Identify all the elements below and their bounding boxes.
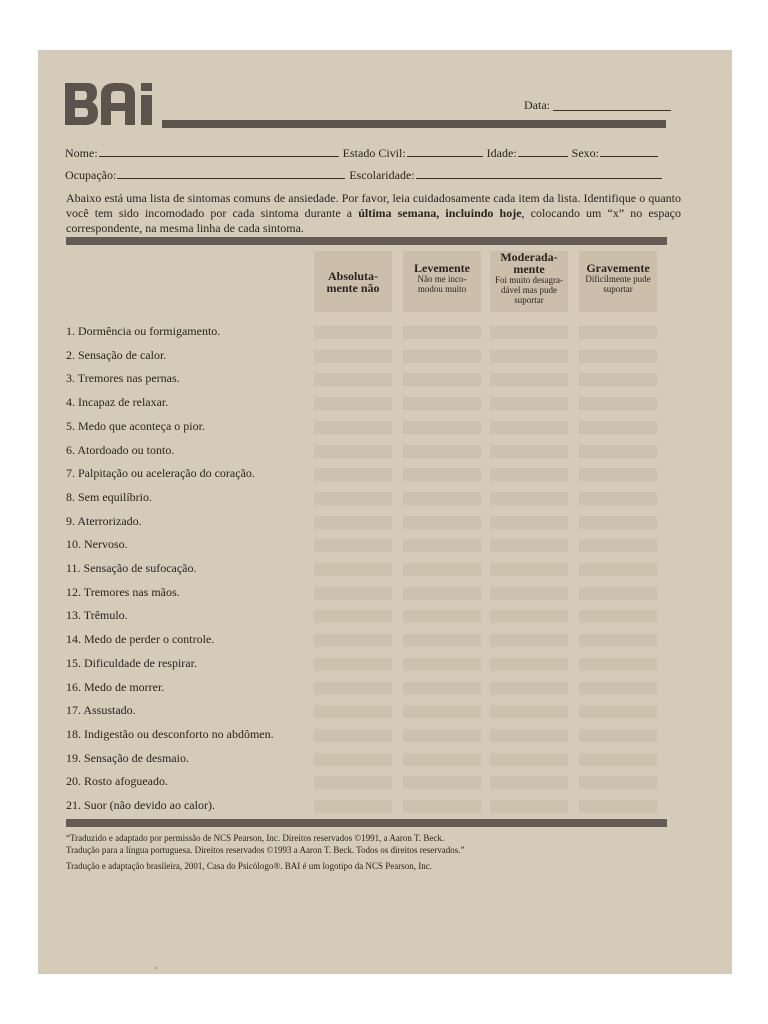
date-field[interactable] <box>553 110 671 111</box>
response-box-2[interactable] <box>403 539 481 552</box>
response-box-2[interactable] <box>403 468 481 481</box>
response-box-1[interactable] <box>314 610 392 623</box>
response-box-4[interactable] <box>579 350 657 363</box>
symptom-item: 9. Aterrorizado. <box>66 514 142 528</box>
bai-logo-graphic <box>65 77 160 129</box>
occupation-field[interactable] <box>117 168 345 179</box>
response-box-4[interactable] <box>579 421 657 434</box>
response-box-1[interactable] <box>314 468 392 481</box>
response-box-1[interactable] <box>314 397 392 410</box>
symptom-item: 6. Atordoado ou tonto. <box>66 443 175 457</box>
response-box-2[interactable] <box>403 563 481 576</box>
response-box-2[interactable] <box>403 587 481 600</box>
response-box-1[interactable] <box>314 634 392 647</box>
symptom-item: 7. Palpitação ou aceleração do coração. <box>66 466 255 480</box>
column-header-2 <box>403 251 481 312</box>
response-box-3[interactable] <box>490 800 568 813</box>
response-box-1[interactable] <box>314 539 392 552</box>
response-box-4[interactable] <box>579 587 657 600</box>
response-box-1[interactable] <box>314 800 392 813</box>
response-box-1[interactable] <box>314 445 392 458</box>
response-box-3[interactable] <box>490 776 568 789</box>
response-box-4[interactable] <box>579 516 657 529</box>
response-box-4[interactable] <box>579 776 657 789</box>
response-box-2[interactable] <box>403 492 481 505</box>
marital-status-label: Estado Civil: <box>342 146 406 160</box>
response-box-2[interactable] <box>403 445 481 458</box>
column-title: Absoluta- mente não <box>326 269 380 295</box>
response-box-3[interactable] <box>490 682 568 695</box>
symptom-item: 12. Tremores nas mãos. <box>66 585 180 599</box>
response-box-3[interactable] <box>490 705 568 718</box>
response-box-2[interactable] <box>403 326 481 339</box>
response-box-4[interactable] <box>579 634 657 647</box>
response-box-2[interactable] <box>403 350 481 363</box>
response-box-4[interactable] <box>579 445 657 458</box>
instructions-text-1: Abaixo está uma lista de sintomas comuns de ansiedade. Por favor, leia cuidadosamente cada item da lista. Identifique o quanto você tem sido incomodado por cada sintoma durante a <box>66 191 681 220</box>
symptom-item: 2. Sensação de calor. <box>66 348 167 362</box>
response-box-4[interactable] <box>579 800 657 813</box>
response-box-1[interactable] <box>314 729 392 742</box>
response-box-4[interactable] <box>579 468 657 481</box>
response-box-3[interactable] <box>490 445 568 458</box>
column-header-4 <box>579 251 657 312</box>
name-label: Nome: <box>65 146 98 160</box>
response-box-3[interactable] <box>490 373 568 386</box>
response-box-4[interactable] <box>579 682 657 695</box>
response-box-2[interactable] <box>403 610 481 623</box>
response-box-2[interactable] <box>403 397 481 410</box>
column-title: Gravemente <box>586 261 650 275</box>
response-box-1[interactable] <box>314 682 392 695</box>
response-box-1[interactable] <box>314 587 392 600</box>
education-field[interactable] <box>416 168 662 179</box>
sex-label: Sexo: <box>571 146 599 160</box>
response-box-2[interactable] <box>403 682 481 695</box>
response-box-4[interactable] <box>579 563 657 576</box>
response-box-3[interactable] <box>490 539 568 552</box>
response-box-2[interactable] <box>403 705 481 718</box>
response-box-1[interactable] <box>314 776 392 789</box>
symptom-item: 18. Indigestão ou desconforto no abdômen. <box>66 727 274 741</box>
instructions <box>66 191 681 236</box>
instructions-text-2: , colocando um “x” no espaço correspondente, na mesma linha de cada sintoma. <box>66 206 681 235</box>
symptom-item: 8. Sem equilíbrio. <box>66 490 152 504</box>
response-box-1[interactable] <box>314 516 392 529</box>
symptom-item: 16. Medo de morrer. <box>66 680 165 694</box>
occupation-label: Ocupação: <box>65 168 117 182</box>
response-box-4[interactable] <box>579 753 657 766</box>
response-box-2[interactable] <box>403 373 481 386</box>
response-box-2[interactable] <box>403 800 481 813</box>
symptom-item: 21. Suor (não devido ao calor). <box>66 798 215 812</box>
sex-field[interactable] <box>600 146 658 157</box>
marital-status-field[interactable] <box>407 146 483 157</box>
speck <box>155 967 157 969</box>
date-label: Data: <box>524 98 550 112</box>
response-box-3[interactable] <box>490 729 568 742</box>
instructions-emphasis: última semana, incluindo hoje <box>358 206 522 220</box>
copyright-footer <box>66 832 686 872</box>
response-box-2[interactable] <box>403 753 481 766</box>
response-box-3[interactable] <box>490 350 568 363</box>
response-box-1[interactable] <box>314 753 392 766</box>
symptom-item: 10. Nervoso. <box>66 537 128 551</box>
response-box-3[interactable] <box>490 468 568 481</box>
response-box-4[interactable] <box>579 373 657 386</box>
response-box-3[interactable] <box>490 634 568 647</box>
response-box-4[interactable] <box>579 705 657 718</box>
symptom-item: 3. Tremores nas pernas. <box>66 371 180 385</box>
response-box-3[interactable] <box>490 610 568 623</box>
column-subtitle: Foi muito desagra- dável mas pude suportar <box>495 275 563 305</box>
response-box-2[interactable] <box>403 776 481 789</box>
column-header-1 <box>314 251 392 312</box>
separator-bar-top <box>66 237 667 245</box>
symptom-item: 4. Incapaz de relaxar. <box>66 395 169 409</box>
separator-bar-bottom <box>66 819 667 827</box>
column-title: Moderada- mente <box>500 250 558 276</box>
column-header-3 <box>490 251 568 312</box>
symptom-item: 14. Medo de perder o controle. <box>66 632 215 646</box>
response-box-3[interactable] <box>490 326 568 339</box>
response-box-2[interactable] <box>403 658 481 671</box>
symptom-item: 17. Assustado. <box>66 703 136 717</box>
response-box-1[interactable] <box>314 421 392 434</box>
response-box-3[interactable] <box>490 753 568 766</box>
bai-form-sheet <box>38 50 732 974</box>
response-box-4[interactable] <box>579 729 657 742</box>
symptom-item: 1. Dormência ou formigamento. <box>66 324 221 338</box>
response-box-1[interactable] <box>314 705 392 718</box>
response-box-1[interactable] <box>314 326 392 339</box>
copyright-line-3: Tradução e adaptação brasileira, 2001, Casa do Psicólogo®. BAI é um logotipo da NCS Pearson, Inc. <box>66 861 432 871</box>
response-box-3[interactable] <box>490 397 568 410</box>
personal-info-row-2 <box>65 168 663 183</box>
response-box-4[interactable] <box>579 658 657 671</box>
symptom-item: 19. Sensação de desmaio. <box>66 751 189 765</box>
response-box-3[interactable] <box>490 421 568 434</box>
symptom-item: 13. Trêmulo. <box>66 608 128 622</box>
response-box-4[interactable] <box>579 492 657 505</box>
symptom-item: 11. Sensação de sufocação. <box>66 561 197 575</box>
symptom-item: 15. Dificuldade de respirar. <box>66 656 197 670</box>
age-field[interactable] <box>518 146 568 157</box>
response-box-4[interactable] <box>579 397 657 410</box>
bai-logo <box>65 77 160 129</box>
personal-info-row-1 <box>65 146 659 161</box>
copyright-line-2: Tradução para a língua portuguesa. Direitos reservados ©1993 a Aaron T. Beck. Todos os direitos reservados.” <box>66 845 465 855</box>
response-box-3[interactable] <box>490 516 568 529</box>
column-subtitle: Não me inco- modou muito <box>417 274 467 294</box>
response-box-1[interactable] <box>314 492 392 505</box>
response-box-4[interactable] <box>579 610 657 623</box>
response-box-1[interactable] <box>314 373 392 386</box>
response-box-3[interactable] <box>490 587 568 600</box>
response-box-2[interactable] <box>403 516 481 529</box>
response-box-3[interactable] <box>490 563 568 576</box>
response-box-4[interactable] <box>579 326 657 339</box>
column-title: Levemente <box>414 261 470 275</box>
response-box-2[interactable] <box>403 634 481 647</box>
education-label: Escolaridade: <box>349 168 415 182</box>
response-box-2[interactable] <box>403 729 481 742</box>
response-box-3[interactable] <box>490 492 568 505</box>
response-box-1[interactable] <box>314 350 392 363</box>
response-box-1[interactable] <box>314 658 392 671</box>
symptom-item: 5. Medo que aconteça o pior. <box>66 419 205 433</box>
copyright-line-1: “Traduzido e adaptado por permissão de NCS Pearson, Inc. Direitos reservados ©1991, a Aaron T. Beck. <box>66 833 445 843</box>
response-box-4[interactable] <box>579 539 657 552</box>
age-label: Idade: <box>486 146 517 160</box>
response-box-3[interactable] <box>490 658 568 671</box>
name-field[interactable] <box>99 146 339 157</box>
column-subtitle: Dificilmente pude suportar <box>585 274 651 294</box>
response-box-1[interactable] <box>314 563 392 576</box>
response-box-2[interactable] <box>403 421 481 434</box>
symptom-item: 20. Rosto afogueado. <box>66 774 168 788</box>
header-bar <box>162 120 666 128</box>
